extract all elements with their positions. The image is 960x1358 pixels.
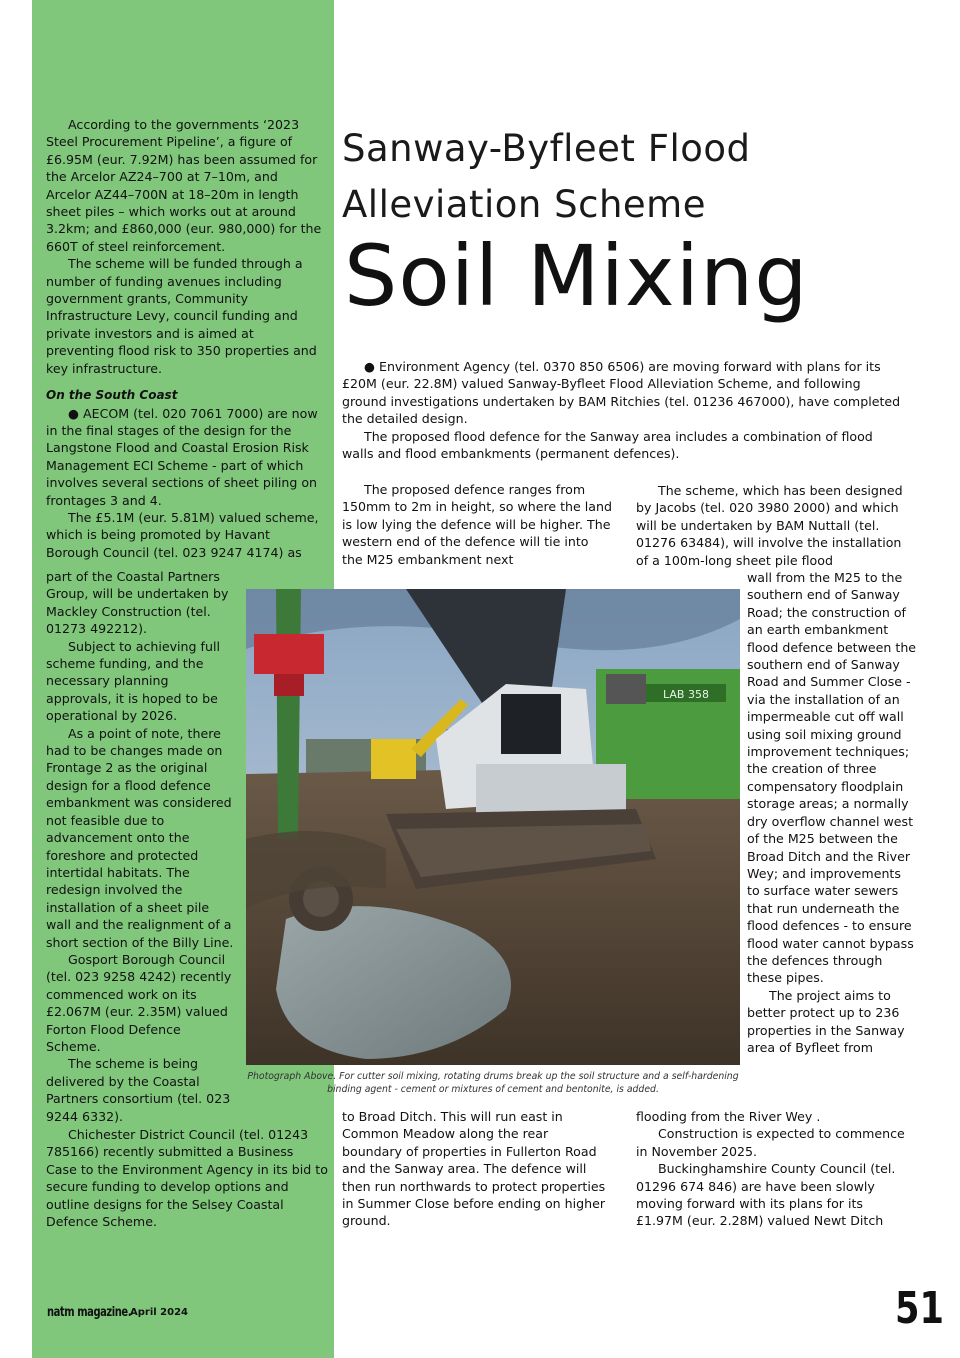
paragraph: to Broad Ditch. This will run east in Common Meadow along the rear boundary of properties in Fullerton Road and the Sanway area. The defence will then run northwards to protect properties in Summer Close before ending on higher ground. <box>342 1109 606 1229</box>
paragraph: wall from the M25 to the southern end of Sanway Road; the construction of an earth embankment flood defence between the southern end of Sanway Road and Summer Close - via the installation of an impermeable cut off wall using soil mixing ground improvement techniques; the creation of three compensatory floodplain storage areas; a normally dry overflow channel west of the M25 between the Broad Ditch and the River Wey; and improvements to surface water sewers that run underneath the flood defences - to ensure flood water cannot bypass the defences through these pipes. <box>747 570 917 986</box>
paragraph: The project aims to better protect up to 236 properties in the Sanway area of Byfleet from <box>747 987 905 1055</box>
right-column-bottom <box>636 1108 912 1230</box>
paragraph: Subject to achieving full scheme funding, and the necessary planning approvals, it is hoped to be operational by 2026. <box>46 638 220 724</box>
paragraph: The scheme, which has been designed by Jacobs (tel. 020 3980 2000) and which will be undertaken by BAM Nuttall (tel. 01276 63484), will involve the installation of a 100m-long sheet pile flood <box>636 483 903 568</box>
paragraph: Chichester District Council (tel. 01243 785166) recently submitted a Business Case to the Environment Agency in its bid to secure funding to develop options and outline designs for the Selsey Coastal Defence Scheme. <box>46 1127 328 1230</box>
intro-text <box>342 358 902 462</box>
paragraph: flooding from the River Wey . <box>636 1109 821 1124</box>
paragraph: As a point of note, there had to be changes made on Frontage 2 as the original design for a flood defence embankment was considered not feasible due to advancement onto the foreshore and protected intertidal habitats. The redesign involved the installation of a sheet pile wall and the realignment of a short section of the Billy Line. <box>46 725 234 950</box>
left-column-upper <box>46 116 324 561</box>
right-column-narrow <box>747 569 917 1056</box>
paragraph: Gosport Borough Council (tel. 023 9258 4242) recently commenced work on its £2.067M (eur. 2.35M) valued Forton Flood Defence Scheme. <box>46 951 232 1054</box>
paragraph: The scheme will be funded through a number of funding avenues including government grants, Community Infrastructure Levy, council funding and private investors and is aimed at preventing flood risk to 350 properties and key infrastructure. <box>46 256 317 376</box>
title-line: Alleviation Scheme <box>342 183 706 226</box>
photo-caption: Photograph Above. For cutter soil mixing, rotating drums break up the soil structure and a self-hardening binding agent - cement or mixtures of cement and bentonite, is added. <box>247 1071 739 1095</box>
container-label: LAB 358 <box>663 688 709 701</box>
paragraph: The proposed defence ranges from 150mm to 2m in height, so where the land is low lying the defence will be higher. The western end of the defence will tie into the M25 embankment next <box>342 482 612 567</box>
paragraph: According to the governments ‘2023 Steel Procurement Pipeline’, a figure of £6.95M (eur. 7.92M) has been assumed for the Arcelor AZ24–700 at 7–10m, and Arcelor AZ44–700N at 18–20m in length sheet piles – which works out at around 3.2km; and £860,000 (eur. 980,000) for the 660T of steel reinforcement. <box>46 117 322 254</box>
issue-date: April 2024 <box>130 1307 188 1318</box>
page-number: 51 <box>895 1283 944 1334</box>
right-column-top <box>636 482 912 569</box>
middle-column-top <box>342 481 612 568</box>
paragraph: Buckinghamshire County Council (tel. 01296 674 846) are have been slowly moving forward with its plans for its £1.97M (eur. 2.28M) valued Newt Ditch <box>636 1161 896 1229</box>
magazine-name: natm magazine. <box>47 1305 132 1320</box>
left-column-lower <box>46 1126 328 1230</box>
title-line: Sanway-Byfleet Flood <box>342 127 751 170</box>
subheading: On the South Coast <box>46 388 178 403</box>
paragraph: The scheme is being delivered by the Coastal Partners consortium (tel. 023 9244 6332). <box>46 1056 231 1124</box>
paragraph: part of the Coastal Partners Group, will be undertaken by Mackley Construction (tel. 01273 492212). <box>46 569 229 637</box>
paragraph: The proposed flood defence for the Sanway area includes a combination of flood walls and flood embankments (permanent defences). <box>342 428 873 462</box>
left-column-narrow <box>46 568 236 1125</box>
construction-photo <box>246 589 740 1065</box>
article-title <box>342 124 751 230</box>
article-big-title: Soil Mixing <box>344 227 809 325</box>
middle-column-bottom <box>342 1108 612 1230</box>
paragraph: The £5.1M (eur. 5.81M) valued scheme, which is being promoted by Havant Borough Council (tel. 023 9247 4174) as <box>46 509 319 560</box>
paragraph: Construction is expected to commence in November 2025. <box>636 1126 905 1159</box>
paragraph: ● AECOM (tel. 020 7061 7000) are now in the final stages of the design for the Langstone Flood and Coastal Erosion Risk Management ECI Scheme - part of which involves several sections of sheet piling on frontages 3 and 4. <box>46 405 318 508</box>
paragraph: ● Environment Agency (tel. 0370 850 6506) are moving forward with plans for its £20M (eur. 22.8M) valued Sanway-Byfleet Flood Alleviation Scheme, and following ground investigations undertaken by BAM Ritchies (tel. 01236 467000), have completed the detailed design. <box>342 359 901 427</box>
